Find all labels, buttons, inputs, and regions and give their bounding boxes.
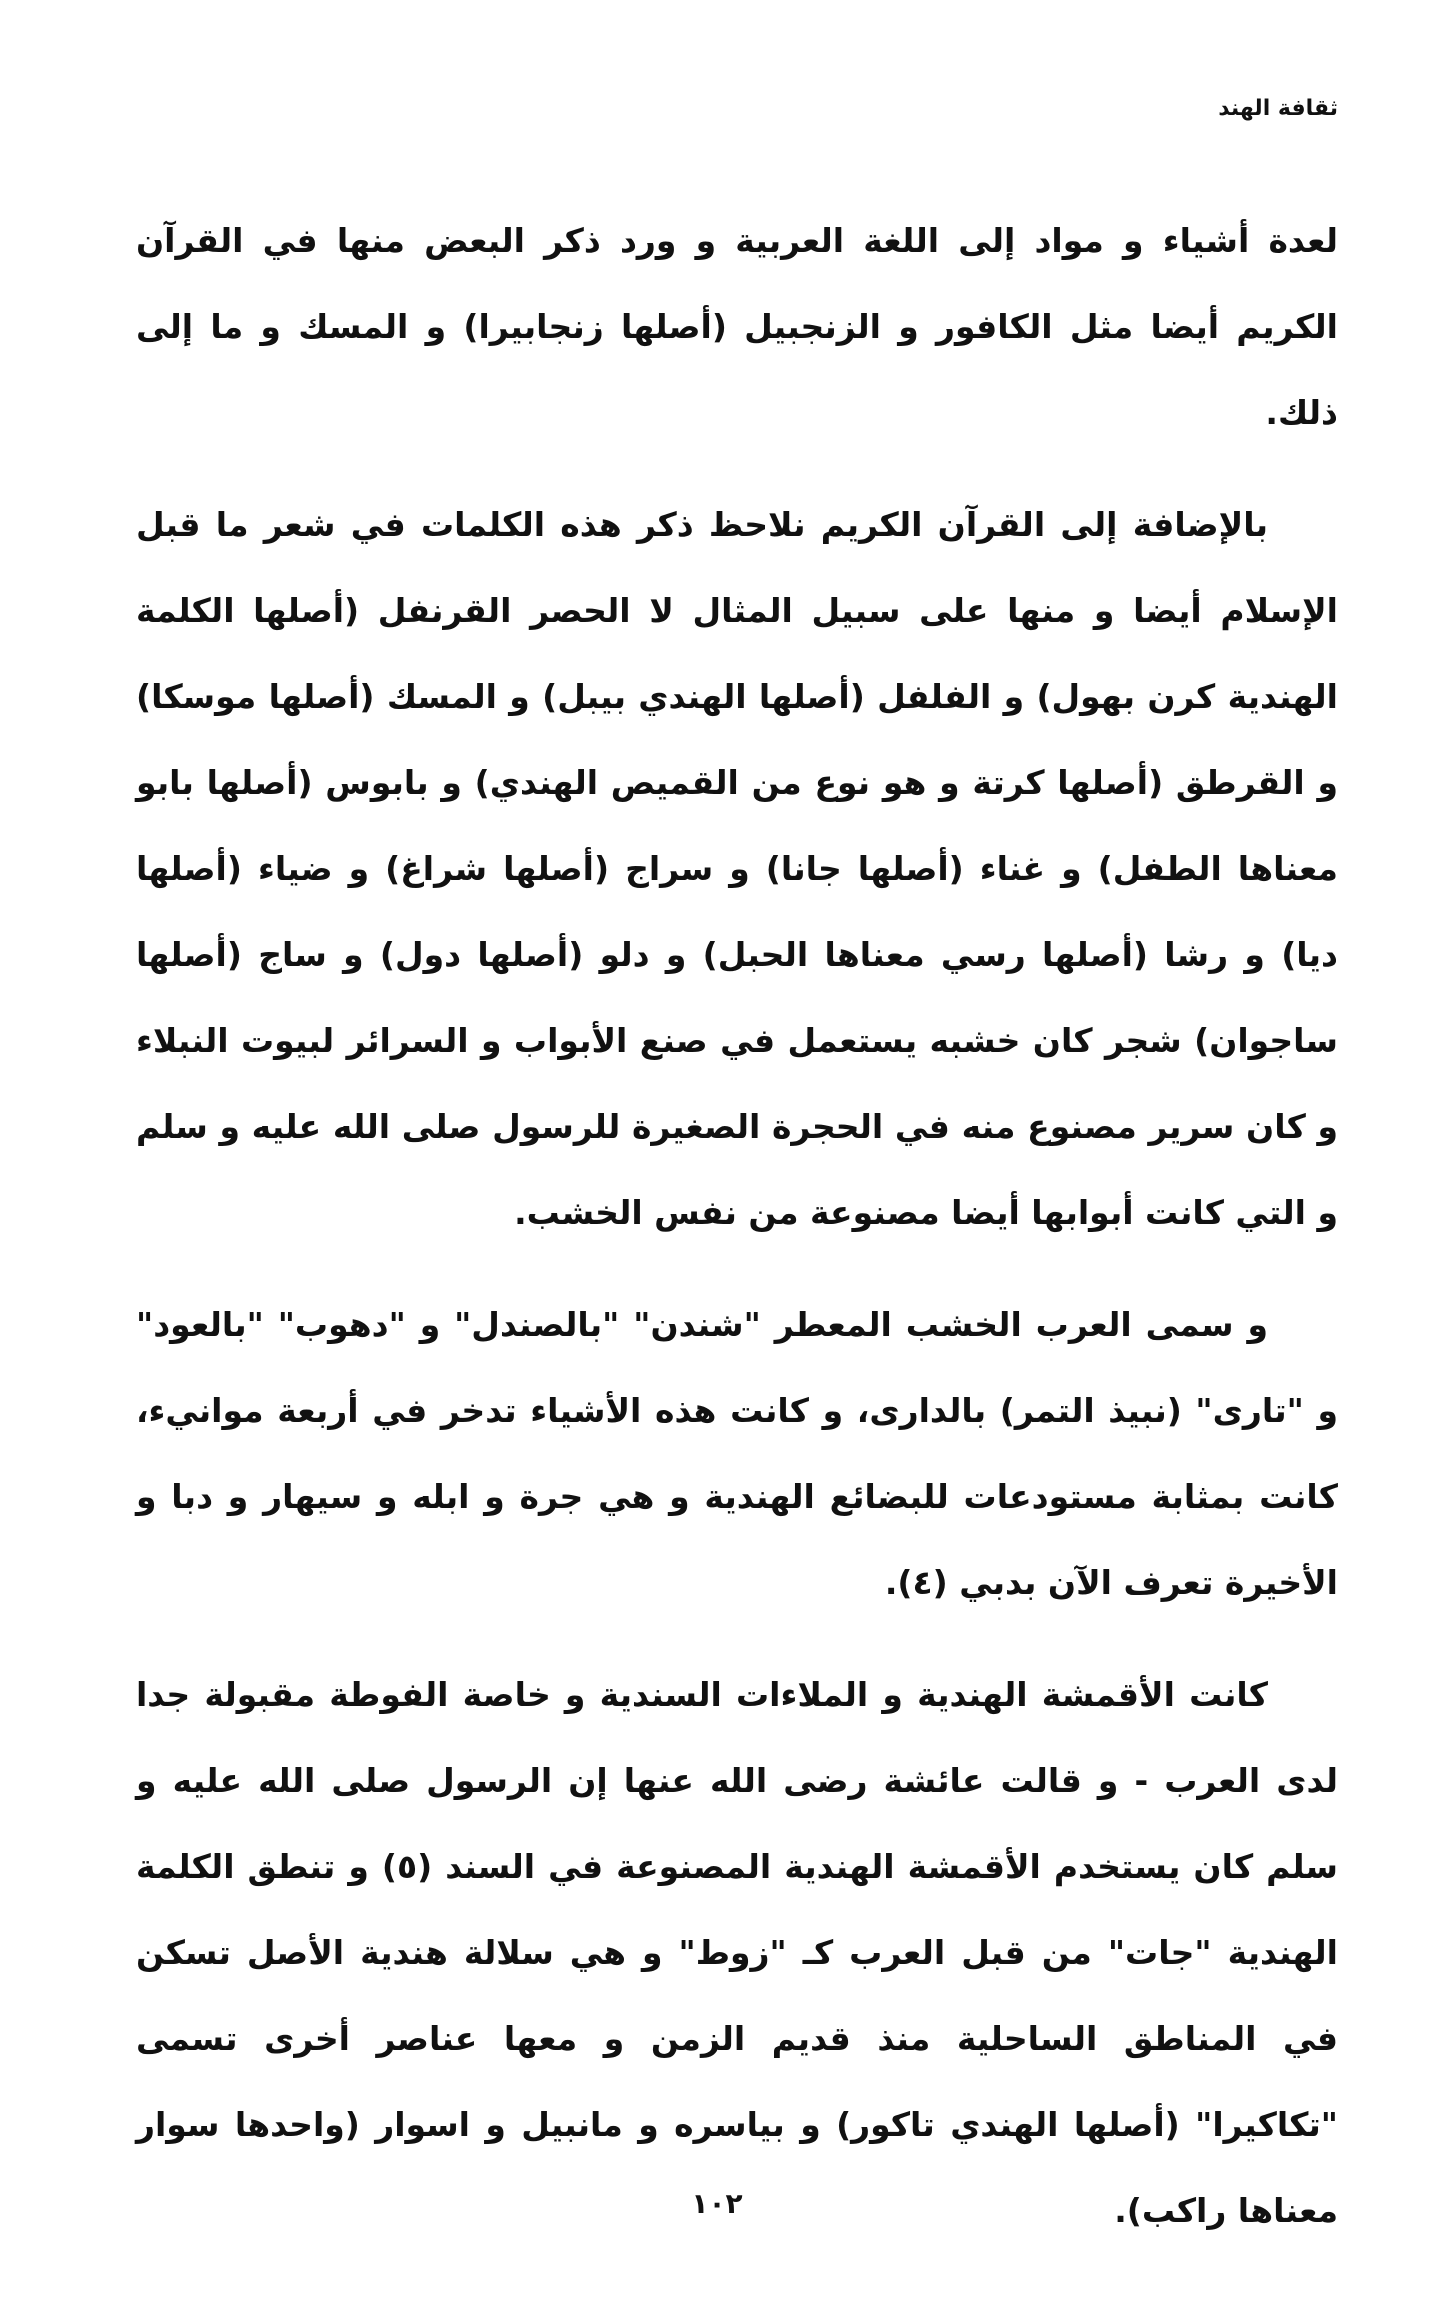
body-text (136, 198, 1338, 2280)
paragraph: و سمى العرب الخشب المعطر "شندن" "بالصندل" و "دهوب" "بالعود" و "تارى" (نبيذ التمر) بالدارى، و كانت هذه الأشياء تدخر في أربعة موانيء، كانت بمثابة مستودعات للبضائع الهندية و هي جرة و ابله و سيهار و دبا و الأخيرة تعرف الآن بدبي (٤). (136, 1305, 1338, 1602)
paragraph-continuation: لعدة أشياء و مواد إلى اللغة العربية و ورد ذكر البعض منها في القرآن الكريم أيضا مثل الكافور و الزنجبيل (أصلها زنجابيرا) و المسك و ما إلى ذلك. (136, 221, 1338, 432)
page-number: ١٠٢ (691, 2187, 743, 2220)
paragraph: كانت الأقمشة الهندية و الملاءات السندية و خاصة الفوطة مقبولة جدا لدى العرب - و قالت عائشة رضى الله عنها إن الرسول صلى الله عليه و سلم كان يستخدم الأقمشة الهندية المصنوعة في السند (٥) و تنطق الكلمة الهندية "جات" من قبل العرب كـ "زوط" و هي سلالة هندية الأصل تسكن في المناطق الساحلية منذ قديم الزمن و معها عناصر أخرى تسمى "تكاكيرا" (أصلها الهندي تاكور) و بياسره و مانبيل و اسوار (واحدها سوار معناها راكب). (136, 1675, 1338, 2230)
paragraph: بالإضافة إلى القرآن الكريم نلاحظ ذكر هذه الكلمات في شعر ما قبل الإسلام أيضا و منها على سبيل المثال لا الحصر القرنفل (أصلها الكلمة الهندية كرن بهول) و الفلفل (أصلها الهندي بيبل) و المسك (أصلها موسكا) و القرطق (أصلها كرتة و هو نوع من القميص الهندي) و بابوس (أصلها بابو معناها الطفل) و غناء (أصلها جانا) و سراج (أصلها شراغ) و ضياء (أصلها ديا) و رشا (أصلها رسي معناها الحبل) و دلو (أصلها دول) و ساج (أصلها ساجوان) شجر كان خشبه يستعمل في صنع الأبواب و السرائر لبيوت النبلاء و كان سرير مصنوع منه في الحجرة الصغيرة للرسول صلى الله عليه و سلم و التي كانت أبوابها أيضا مصنوعة من نفس الخشب. (136, 505, 1338, 1232)
running-header: ثقافة الهند (1218, 96, 1338, 121)
